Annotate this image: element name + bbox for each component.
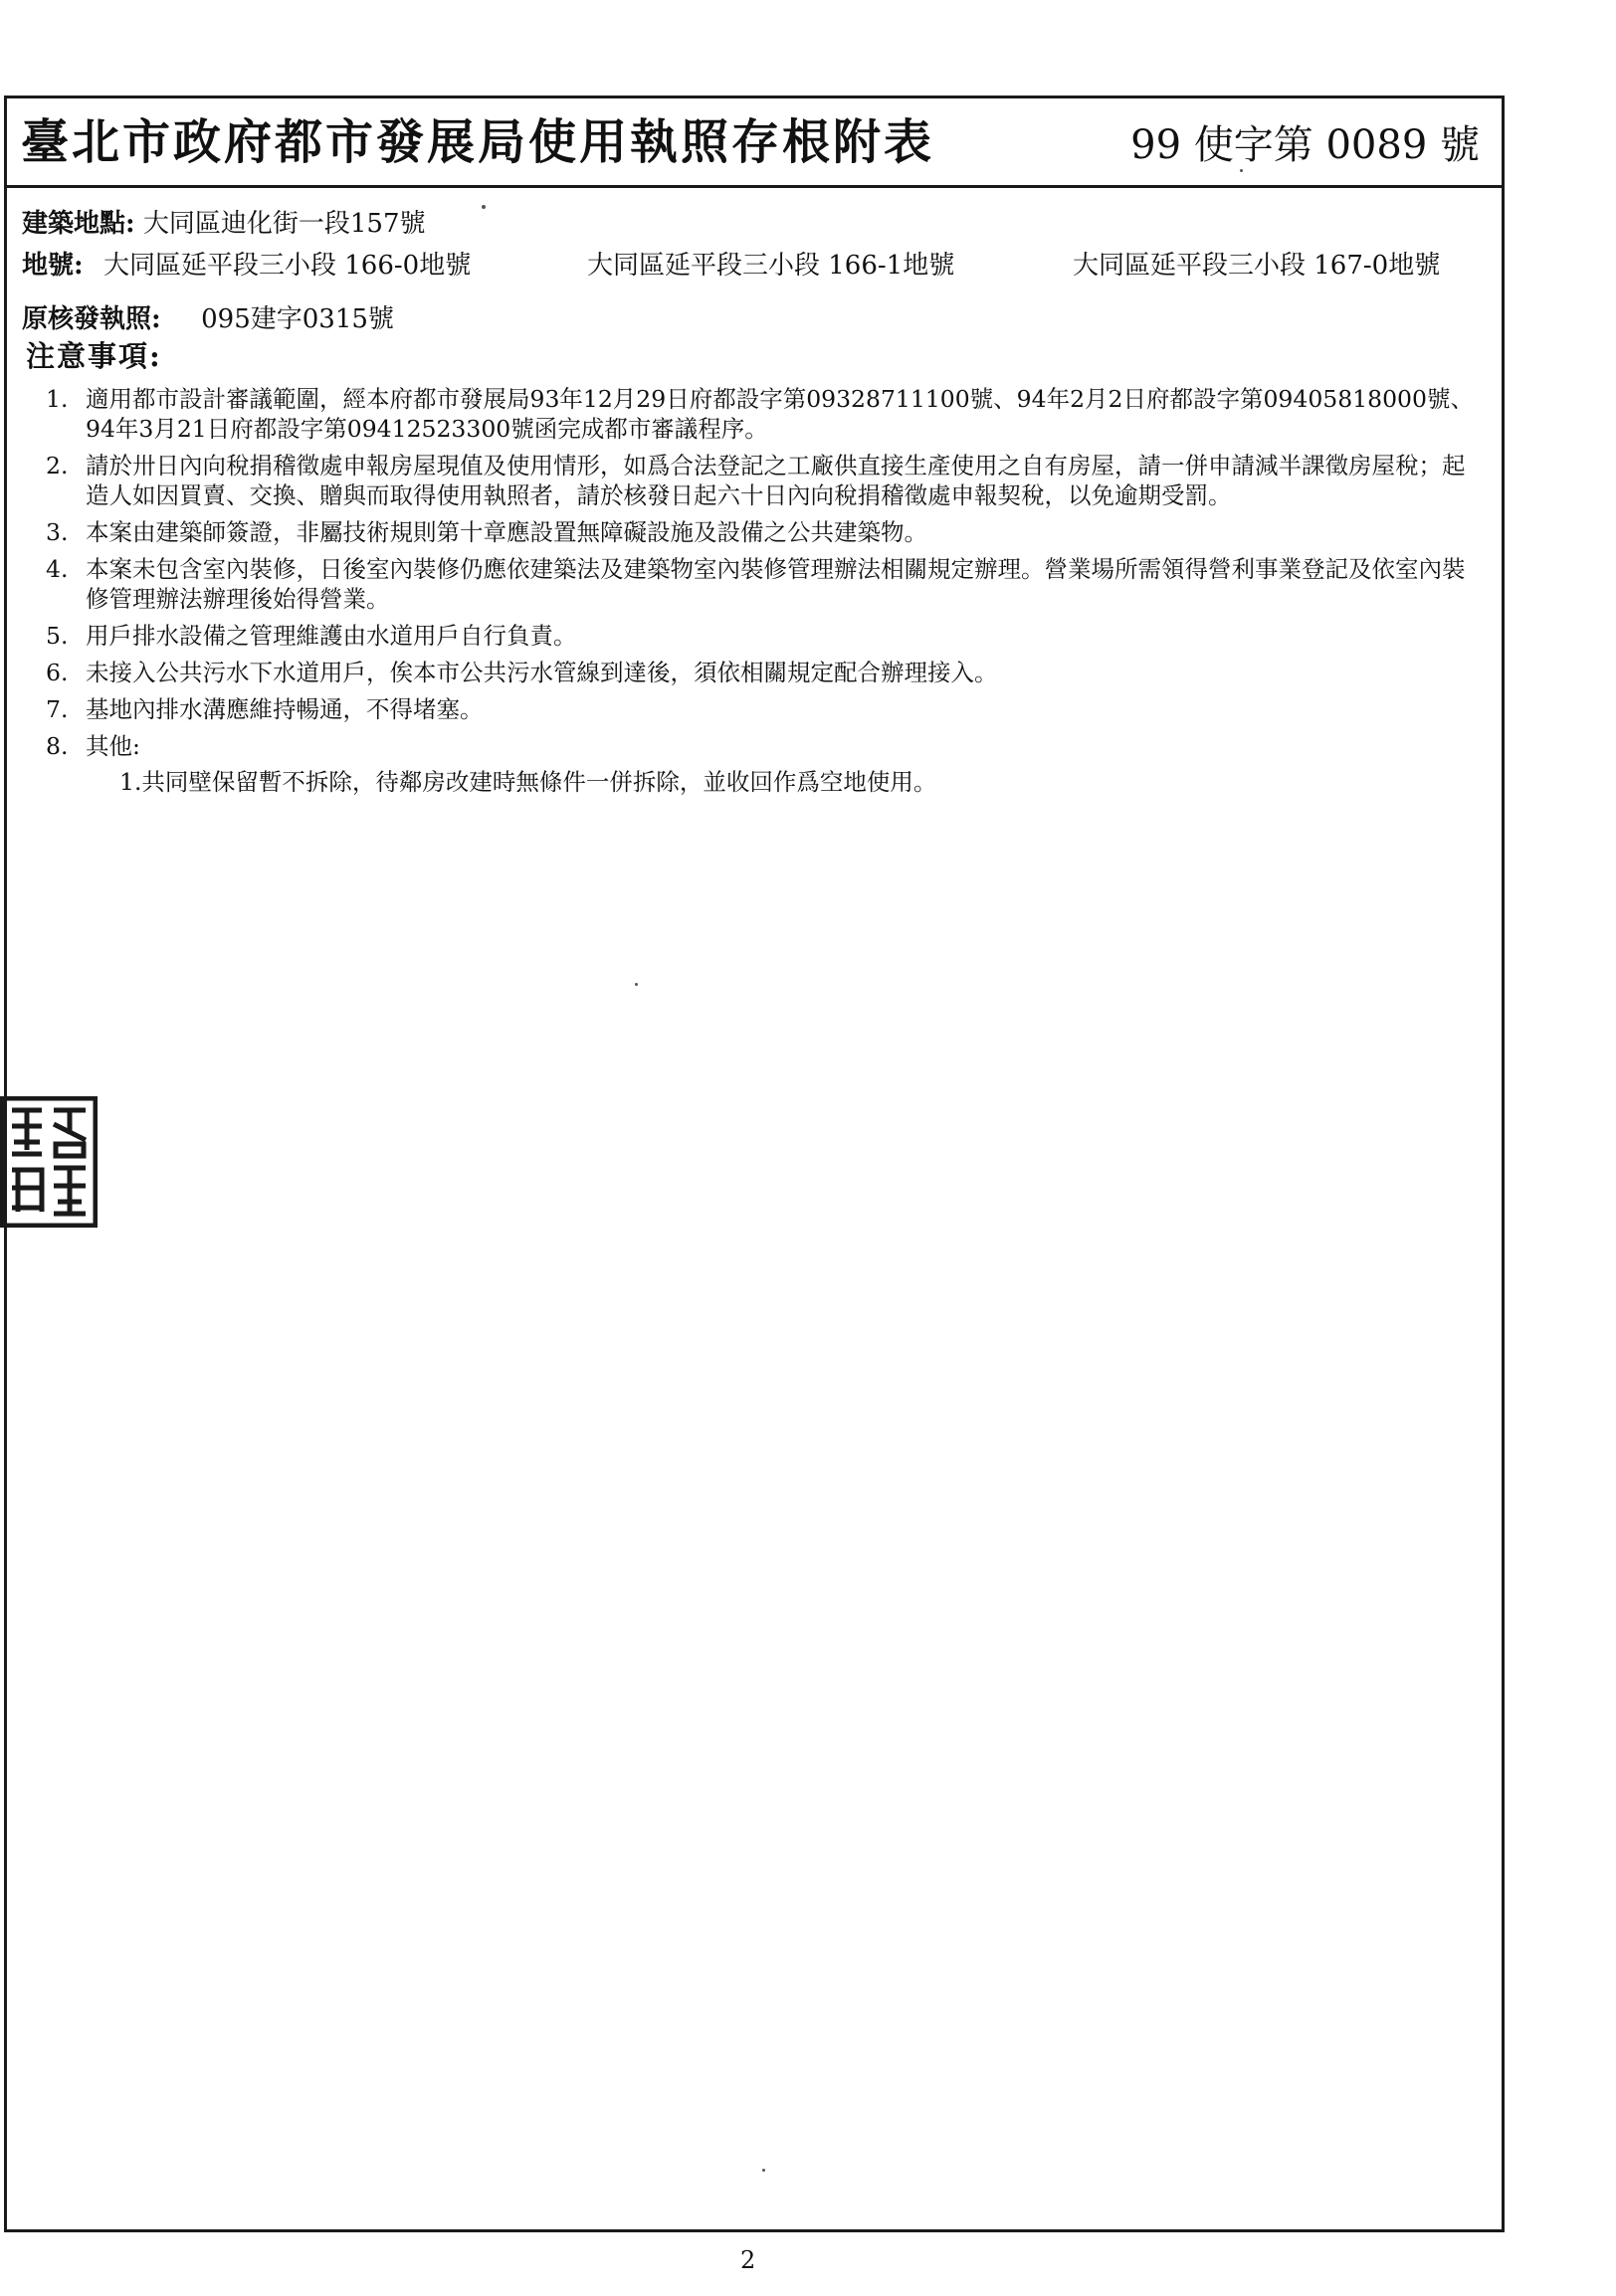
page-title: 臺北市政府都市發展局使用執照存根附表 [21, 114, 935, 170]
note-number: 5. [46, 622, 69, 650]
note-number: 7. [46, 695, 69, 723]
lot-label-row [22, 249, 84, 283]
list-item [46, 731, 1479, 797]
note-number: 8. [46, 732, 69, 760]
notes-title: 注意事項: [26, 339, 162, 373]
note-number: 3. [46, 518, 69, 546]
note-number: 4. [46, 555, 69, 583]
permit-number: 99 使字第 0089 號 [1130, 122, 1480, 168]
note-text: 未接入公共污水下水道用戶，俟本市公共污水管線到達後，須依相關規定配合辦理接入。 [86, 659, 998, 686]
note-text: 用戶排水設備之管理維護由水道用戶自行負責。 [86, 622, 577, 650]
lot-number-2: 大同區延平段三小段 166-1地號 [587, 251, 955, 281]
lot-number-1: 大同區延平段三小段 166-0地號 [103, 251, 472, 281]
note-number: 1. [46, 385, 69, 413]
note-number: 2. [46, 452, 69, 479]
original-license-label: 原核發執照: [22, 304, 161, 334]
note-text: 本案由建築師簽證，非屬技術規則第十章應設置無障礙設施及設備之公共建築物。 [86, 518, 927, 546]
note-text: 本案未包含室內裝修，日後室內裝修仍應依建築法及建築物室內裝修管理辦法相關規定辦理。營業場所需領得營利事業登記及依室內裝修管理辦法辦理後始得營業。 [86, 555, 1466, 613]
list-item [46, 658, 1479, 687]
list-item [46, 451, 1479, 510]
notes-list [46, 384, 1479, 804]
list-item [46, 384, 1479, 444]
location-label: 建築地點: [22, 209, 135, 239]
sub-note: 1.共同壁保留暫不拆除，待鄰房改建時無條件一併拆除，並收回作爲空地使用。 [119, 768, 937, 796]
list-item [46, 517, 1479, 547]
lot-label: 地號: [22, 251, 84, 281]
note-text: 基地內排水溝應維持暢通，不得堵塞。 [86, 695, 484, 723]
location-value: 大同區迪化街一段157號 [142, 209, 426, 239]
seal-stamp-icon [0, 1096, 98, 1228]
note-text: 其他: [86, 732, 140, 760]
original-license-value: 095建字0315號 [201, 304, 394, 334]
original-license-row [22, 302, 394, 336]
header-row [7, 98, 1502, 188]
note-text: 適用都市設計審議範圍，經本府都市發展局93年12月29日府都設字第09328711100號、94年2月2日府都設字第09405818000號、94年3月21日府都設字第09412523300號函完成都市審議程序。 [86, 385, 1474, 443]
list-item [46, 694, 1479, 724]
lot-number-3: 大同區延平段三小段 167-0地號 [1073, 251, 1441, 281]
list-item [46, 554, 1479, 614]
note-number: 6. [46, 659, 69, 686]
note-text: 請於卅日內向稅捐稽徵處申報房屋現值及使用情形，如爲合法登記之工廠供直接生產使用之自有房屋，請一併申請減半課徵房屋稅；起造人如因買賣、交換、贈與而取得使用執照者，請於核發日起六十日內向稅捐稽徵處申報契稅，以免逾期受罰。 [86, 452, 1466, 509]
location-row [22, 207, 426, 241]
page-number: 2 [740, 2246, 756, 2274]
list-item [46, 621, 1479, 651]
